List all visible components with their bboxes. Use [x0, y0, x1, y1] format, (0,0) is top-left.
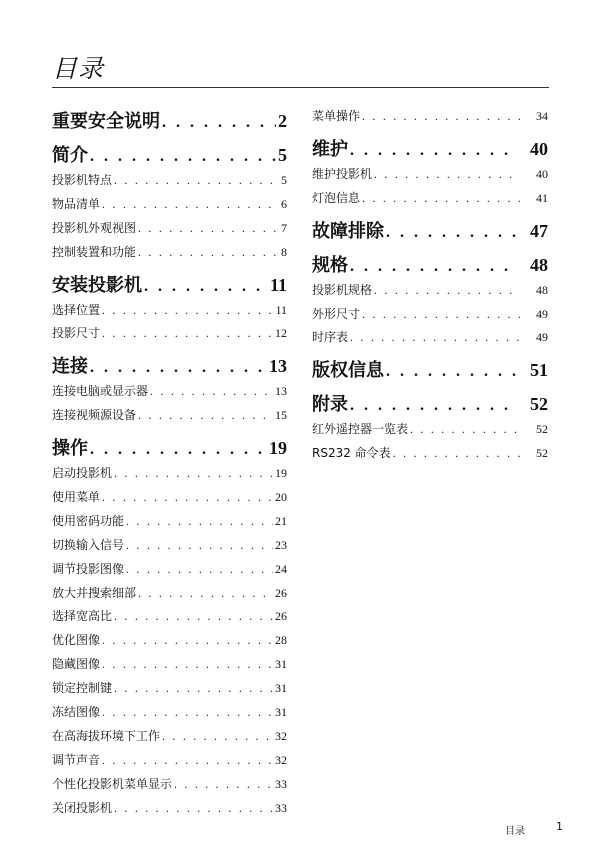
toc-section-entry[interactable] — [312, 305, 548, 329]
dot-leader — [114, 801, 273, 816]
toc-entry-label: 维护投影机 — [312, 166, 373, 181]
toc-section-entry[interactable] — [52, 655, 287, 679]
toc-entry-page: 12 — [275, 326, 287, 341]
toc-entry-page: 31 — [275, 657, 287, 672]
toc-entry-page: 19 — [275, 466, 287, 481]
dot-leader — [393, 446, 520, 461]
toc-entry-page: 32 — [275, 752, 287, 767]
toc-entry-page: 23 — [275, 537, 287, 552]
dot-leader — [114, 609, 273, 624]
toc-entry-page: 8 — [281, 244, 287, 259]
toc-entry-page: 2 — [278, 111, 287, 131]
toc-section-entry[interactable] — [52, 679, 287, 703]
toc-entry-page: 52 — [536, 446, 548, 461]
toc-entry-label: RS232 命令表 — [312, 446, 391, 461]
toc-section-entry[interactable] — [52, 219, 287, 243]
dot-leader — [362, 109, 520, 124]
toc-entry-label: 使用菜单 — [52, 490, 101, 505]
dot-leader — [350, 397, 516, 415]
toc-section-entry[interactable] — [312, 189, 548, 213]
dot-leader — [114, 173, 279, 188]
dot-leader — [362, 191, 520, 206]
toc-entry-page: 32 — [275, 728, 287, 743]
toc-entry-label: 时序表 — [312, 330, 349, 345]
toc-entry-label: 调节声音 — [52, 752, 101, 767]
toc-entry-page: 26 — [275, 609, 287, 624]
toc-entry-page: 51 — [530, 360, 548, 381]
toc-entry-page: 52 — [530, 394, 548, 415]
toc-entry-label: 选择位置 — [52, 302, 101, 317]
toc-entry-page: 49 — [536, 306, 548, 321]
dot-leader — [126, 514, 273, 529]
toc-entry-label: 启动投影机 — [52, 466, 113, 481]
toc-entry-label: 切换输入信号 — [52, 537, 125, 552]
toc-section-entry[interactable] — [52, 406, 287, 430]
toc-entry-page: 33 — [275, 776, 287, 791]
toc-entry-page: 20 — [275, 490, 287, 505]
dot-leader — [102, 633, 273, 648]
dot-leader — [90, 441, 267, 459]
toc-entry-label: 优化图像 — [52, 633, 101, 648]
toc-chapter-entry[interactable] — [312, 217, 548, 247]
toc-section-entry[interactable] — [52, 301, 287, 325]
toc-entry-page: 40 — [536, 166, 548, 181]
dot-leader — [102, 197, 279, 212]
dot-leader — [102, 303, 273, 318]
toc-entry-label: 关闭投影机 — [52, 800, 113, 815]
toc-entry-label: 安装投影机 — [52, 274, 142, 296]
toc-section-entry[interactable] — [52, 703, 287, 727]
toc-entry-page: 31 — [275, 681, 287, 696]
toc-chapter-entry[interactable] — [52, 434, 287, 464]
toc-entry-label: 使用密码功能 — [52, 513, 125, 528]
toc-section-entry[interactable] — [52, 799, 287, 823]
toc-section-entry[interactable] — [52, 727, 287, 751]
toc-entry-label: 投影机外观视图 — [52, 220, 137, 235]
toc-chapter-entry[interactable] — [52, 141, 287, 171]
toc-entry-page: 11 — [275, 302, 287, 317]
toc-entry-page: 24 — [275, 561, 287, 576]
toc-entry-page: 47 — [530, 220, 548, 241]
toc-entry-label: 连接 — [52, 356, 88, 378]
toc-chapter-entry[interactable] — [312, 356, 548, 386]
dot-leader — [374, 283, 520, 298]
dot-leader — [102, 705, 273, 720]
toc-section-entry[interactable] — [312, 420, 548, 444]
toc-entry-page: 5 — [281, 173, 287, 187]
page-title: 目录 — [52, 54, 105, 83]
toc-entry-page: 34 — [536, 109, 548, 123]
dot-leader — [102, 753, 273, 768]
dot-leader — [150, 384, 273, 399]
dot-leader — [362, 307, 520, 322]
dot-leader — [350, 258, 516, 276]
toc-section-entry[interactable] — [312, 444, 548, 468]
toc-entry-label: 个性化投影机菜单显示 — [52, 776, 173, 791]
footer-page-number: 1 — [556, 820, 563, 833]
dot-leader — [350, 330, 520, 345]
toc-entry-page: 5 — [278, 145, 287, 165]
toc-entry-label: 重要安全说明 — [52, 111, 160, 132]
toc-entry-label: 连接电脑或显示器 — [52, 384, 149, 399]
toc-entry-label: 附录 — [312, 394, 348, 416]
dot-leader — [386, 224, 516, 242]
title-divider — [52, 87, 549, 88]
toc-section-entry[interactable] — [52, 607, 287, 631]
toc-section-entry[interactable] — [52, 243, 287, 267]
dot-leader — [144, 278, 268, 296]
toc-section-entry[interactable] — [52, 584, 287, 608]
toc-entry-page: 48 — [536, 282, 548, 297]
toc-entry-page: 41 — [536, 190, 548, 205]
dot-leader — [138, 408, 273, 423]
toc-section-entry[interactable] — [52, 195, 287, 219]
toc-entry-label: 维护 — [312, 138, 348, 160]
toc-chapter-entry[interactable] — [312, 251, 548, 281]
toc-entry-label: 外形尺寸 — [312, 306, 361, 321]
toc-chapter-entry[interactable] — [312, 390, 548, 420]
toc-entry-page: 48 — [530, 254, 548, 275]
dot-leader — [102, 326, 273, 341]
toc-entry-label: 放大并搜索细部 — [52, 585, 137, 600]
toc-entry-page: 31 — [275, 705, 287, 720]
dot-leader — [90, 148, 276, 166]
toc-entry-label: 投影机特点 — [52, 173, 113, 187]
toc-section-entry[interactable] — [52, 171, 287, 195]
toc-section-entry[interactable] — [52, 512, 287, 536]
dot-leader — [114, 466, 273, 481]
toc-section-entry[interactable] — [312, 165, 548, 189]
toc-entry-page: 21 — [275, 513, 287, 528]
toc-entry-label: 连接视频源设备 — [52, 408, 137, 423]
toc-section-entry[interactable] — [52, 464, 287, 488]
toc-entry-label: 简介 — [52, 145, 88, 166]
toc-entry-page: 28 — [275, 633, 287, 648]
dot-leader — [102, 657, 273, 672]
toc-entry-page: 33 — [275, 800, 287, 815]
toc-chapter-entry[interactable] — [52, 107, 287, 137]
footer-section-label: 目录 — [505, 826, 525, 837]
toc-entry-label: 菜单操作 — [312, 109, 361, 123]
dot-leader — [174, 777, 273, 792]
toc-section-entry[interactable] — [312, 107, 548, 131]
toc-chapter-entry[interactable] — [52, 352, 287, 382]
toc-entry-label: 规格 — [312, 254, 348, 276]
toc-entry-page: 40 — [530, 138, 548, 159]
toc-chapter-entry[interactable] — [312, 135, 548, 165]
toc-entry-page: 13 — [269, 356, 287, 377]
toc-right-column — [312, 107, 548, 468]
toc-entry-page: 7 — [281, 220, 287, 235]
toc-entry-label: 版权信息 — [312, 360, 384, 382]
toc-entry-label: 选择宽高比 — [52, 609, 113, 624]
toc-section-entry[interactable] — [52, 751, 287, 775]
toc-section-entry[interactable] — [312, 281, 548, 305]
toc-entry-page: 6 — [281, 196, 287, 211]
toc-section-entry[interactable] — [52, 324, 287, 348]
toc-section-entry[interactable] — [52, 536, 287, 560]
dot-leader — [162, 729, 273, 744]
dot-leader — [410, 422, 520, 437]
toc-section-entry[interactable] — [52, 631, 287, 655]
dot-leader — [126, 538, 273, 553]
toc-section-entry[interactable] — [52, 382, 287, 406]
toc-section-entry[interactable] — [52, 488, 287, 512]
toc-section-entry[interactable] — [52, 560, 287, 584]
dot-leader — [126, 562, 273, 577]
toc-entry-label: 红外遥控器一览表 — [312, 422, 409, 437]
toc-entry-page: 11 — [269, 274, 287, 295]
dot-leader — [90, 359, 267, 377]
toc-entry-page: 49 — [536, 330, 548, 345]
toc-entry-label: 锁定控制键 — [52, 681, 113, 696]
toc-chapter-entry[interactable] — [52, 271, 287, 301]
toc-section-entry[interactable] — [312, 328, 548, 352]
dot-leader — [350, 142, 516, 160]
toc-left-column — [52, 107, 287, 822]
toc-entry-page: 52 — [536, 422, 548, 437]
toc-entry-label: 控制装置和功能 — [52, 244, 137, 259]
toc-entry-label: 投影尺寸 — [52, 326, 101, 341]
toc-entry-label: 灯泡信息 — [312, 190, 361, 205]
toc-entry-label: 投影机规格 — [312, 282, 373, 297]
dot-leader — [138, 586, 273, 601]
toc-entry-label: 在高海拔环境下工作 — [52, 728, 161, 743]
toc-entry-page: 13 — [275, 384, 287, 399]
dot-leader — [114, 681, 273, 696]
toc-entry-label: 故障排除 — [312, 220, 384, 242]
toc-entry-label: 操作 — [52, 438, 88, 460]
dot-leader — [374, 167, 520, 182]
toc-section-entry[interactable] — [52, 775, 287, 799]
toc-entry-page: 26 — [275, 585, 287, 600]
toc-entry-label: 隐藏图像 — [52, 657, 101, 672]
toc-entry-label: 调节投影图像 — [52, 561, 125, 576]
dot-leader — [138, 245, 279, 260]
dot-leader — [386, 363, 516, 381]
toc-entry-label: 冻结图像 — [52, 705, 101, 720]
dot-leader — [138, 221, 279, 236]
toc-entry-label: 物品清单 — [52, 196, 101, 211]
dot-leader — [162, 114, 276, 132]
toc-entry-page: 19 — [269, 438, 287, 459]
toc-entry-page: 15 — [275, 408, 287, 423]
dot-leader — [102, 490, 273, 505]
